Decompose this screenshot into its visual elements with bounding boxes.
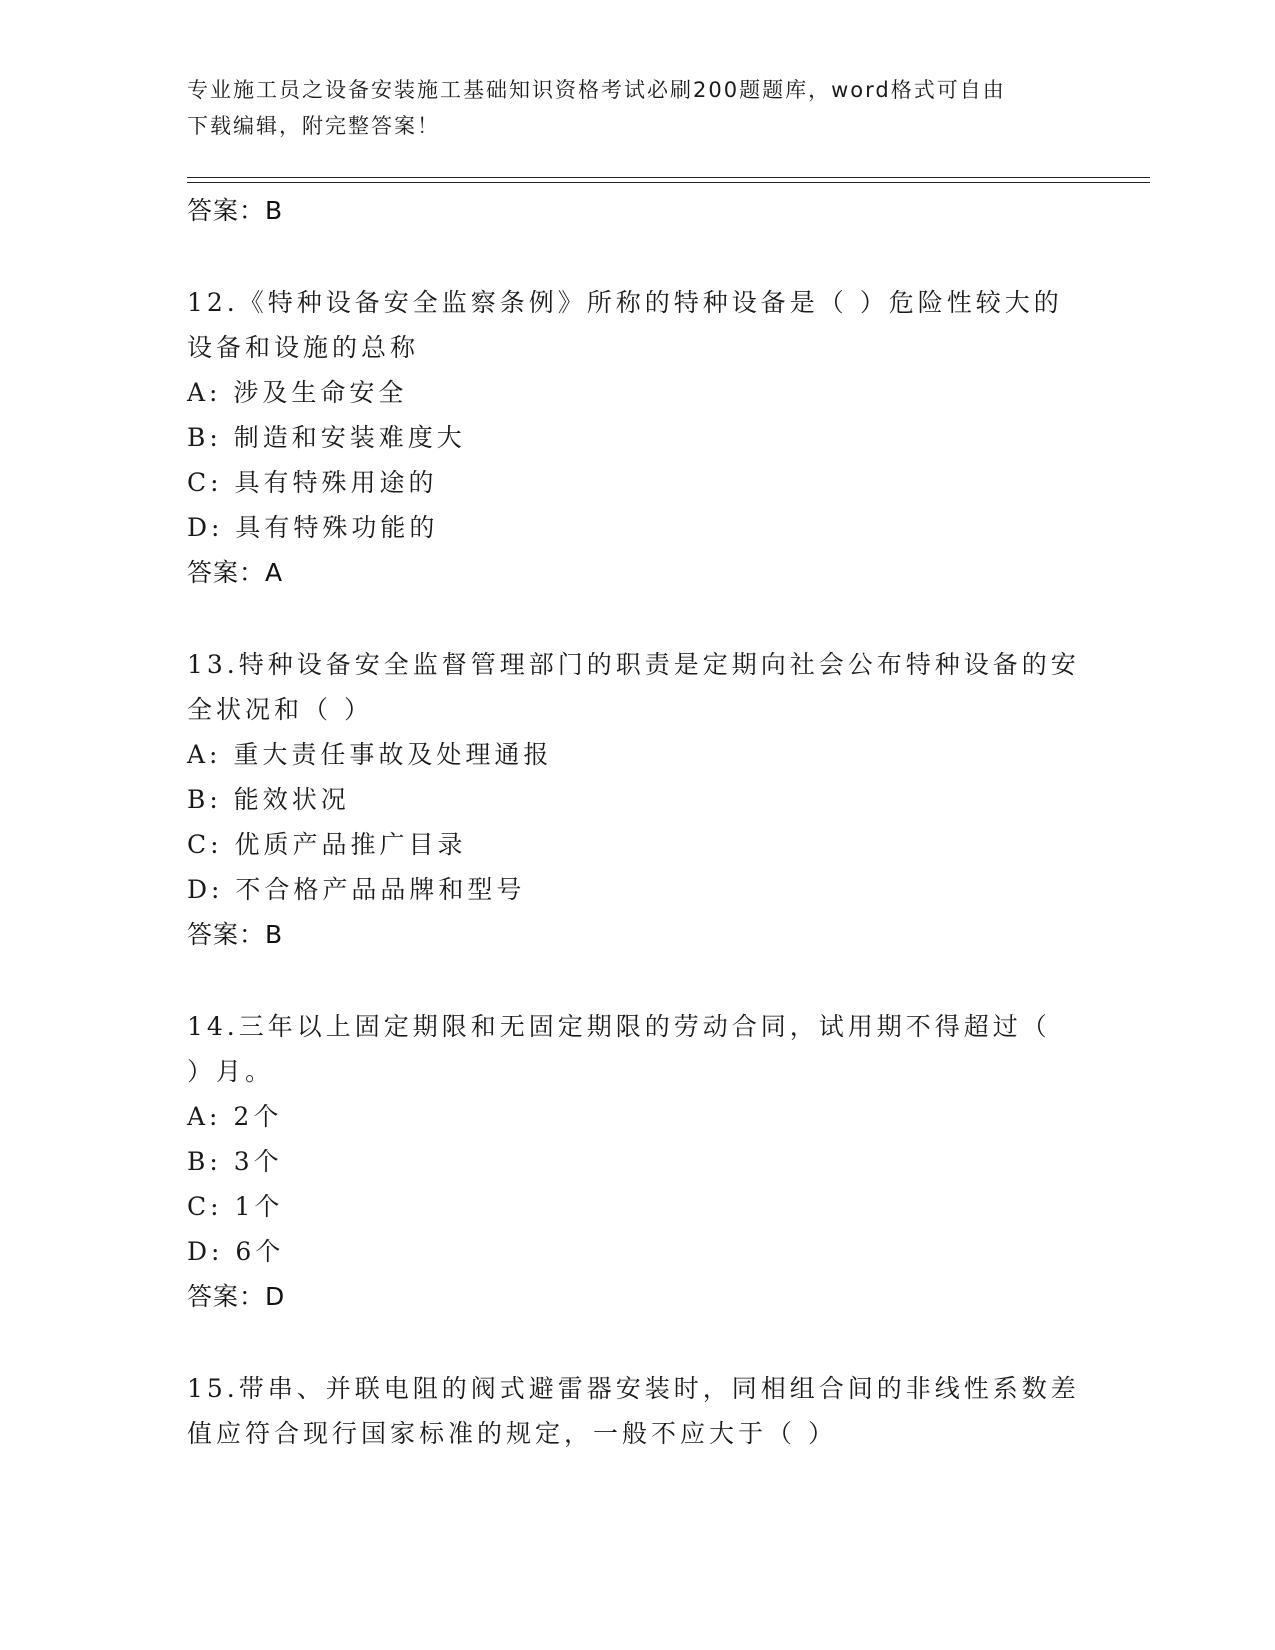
question-stem-line: 值应符合现行国家标准的规定，一般不应大于（ ） bbox=[187, 1419, 837, 1448]
option-a: A: 2个 bbox=[187, 1102, 283, 1131]
question-stem-line: 全状况和（ ） bbox=[187, 695, 373, 724]
answer-line: 答案：B bbox=[187, 196, 284, 225]
option-b: B: 制造和安装难度大 bbox=[187, 423, 466, 452]
option-d: D: 具有特殊功能的 bbox=[187, 513, 439, 542]
question-stem-line: ）月。 bbox=[187, 1057, 275, 1086]
option-a: A: 涉及生命安全 bbox=[187, 378, 408, 407]
header-line-1: 专业施工员之设备安装施工基础知识资格考试必刷200题题库，word格式可自由 bbox=[187, 78, 1006, 102]
question-stem bbox=[187, 1004, 1087, 1094]
question-14 bbox=[187, 1004, 1087, 1320]
header-line-2: 下载编辑，附完整答案！ bbox=[187, 114, 440, 138]
option-b: B: 3个 bbox=[187, 1147, 283, 1176]
question-stem bbox=[187, 1366, 1087, 1456]
question-stem-line: 14.三年以上固定期限和无固定期限的劳动合同，试用期不得超过（ bbox=[187, 1012, 1051, 1041]
option-c: C: 1个 bbox=[187, 1192, 284, 1221]
document-header bbox=[187, 72, 1067, 144]
option-b: B: 能效状况 bbox=[187, 785, 350, 814]
question-stem bbox=[187, 642, 1087, 732]
question-stem-line: 13.特种设备安全监督管理部门的职责是定期向社会公布特种设备的安 bbox=[187, 650, 1080, 679]
option-d: D: 6个 bbox=[187, 1237, 285, 1266]
question-12 bbox=[187, 280, 1087, 596]
question-stem-line: 12.《特种设备安全监察条例》所称的特种设备是（ ）危险性较大的 bbox=[187, 288, 1063, 317]
option-c: C: 具有特殊用途的 bbox=[187, 468, 438, 497]
option-c: C: 优质产品推广目录 bbox=[187, 830, 467, 859]
answer-line: 答案：A bbox=[187, 558, 284, 587]
question-stem bbox=[187, 280, 1087, 370]
option-a: A: 重大责任事故及处理通报 bbox=[187, 740, 553, 769]
question-stem-line: 15.带串、并联电阻的阀式避雷器安装时，同相组合间的非线性系数差 bbox=[187, 1374, 1080, 1403]
header-divider-top bbox=[187, 177, 1150, 178]
question-13 bbox=[187, 642, 1087, 958]
answer-line: 答案：D bbox=[187, 1282, 286, 1311]
option-d: D: 不合格产品品牌和型号 bbox=[187, 875, 526, 904]
answer-line: 答案：B bbox=[187, 920, 284, 949]
header-divider-bottom bbox=[187, 182, 1150, 183]
question-stem-line: 设备和设施的总称 bbox=[187, 333, 420, 362]
question-list bbox=[187, 188, 1087, 1456]
question-15 bbox=[187, 1366, 1087, 1456]
